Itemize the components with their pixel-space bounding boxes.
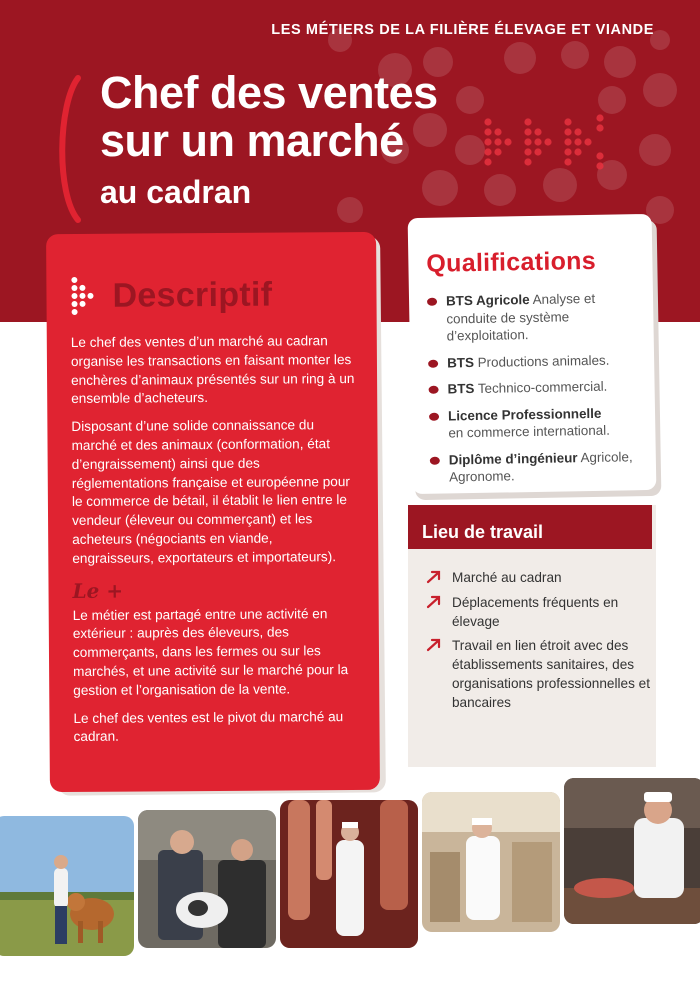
descriptif-title: Descriptif [112, 275, 273, 315]
lieu-list [426, 569, 652, 719]
series-label: LES MÉTIERS DE LA FILIÈRE ÉLEVAGE ET VIANDE [271, 22, 654, 38]
list-item [426, 637, 652, 712]
arrow-up-right-icon [426, 570, 442, 584]
lieu-de-travail-title: Lieu de travail [408, 505, 652, 549]
qualifications-card [408, 214, 657, 494]
lieu-item-text: Marché au cadran [452, 570, 562, 585]
qualification-name: BTS Agricole [445, 292, 530, 309]
bullet-dot-icon [429, 386, 439, 394]
le-plus-heading: Le + [72, 578, 124, 603]
lieu-de-travail-box [408, 505, 656, 767]
qualification-name: BTS [447, 381, 475, 397]
bullet-dot-icon [430, 456, 440, 464]
arrow-up-right-icon [426, 638, 442, 652]
descriptif-paragraph: Le métier est partagé entre une activité en extérieur : auprès des éleveurs, des commerçants, dans les fermes ou sur les marchés, et une activité sur le marché pour la gestion et l’organisation de la vente. [72, 605, 349, 698]
page-title-line1: Chef des ventes [100, 67, 438, 118]
list-item [426, 594, 652, 632]
arrow-dots-icon [70, 276, 100, 316]
bullet-dot-icon [427, 298, 437, 306]
qualification-detail: Technico-commercial. [474, 378, 608, 397]
photo-butcher-shop [564, 778, 700, 924]
qualification-name: Diplôme d’ingénieur [448, 449, 578, 467]
descriptif-paragraph: Le chef des ventes d’un marché au cadran organise les transactions en faisant monter les enchères d’animaux présentés sur un ring à un ensemble d’acheteurs. [70, 333, 355, 407]
descriptif-card [46, 232, 380, 792]
qualification-detail: Agricole, Agronome. [449, 448, 633, 485]
page-title-line3: au cadran [100, 174, 252, 210]
qualification-detail: en commerce international. [448, 422, 610, 441]
list-item [429, 404, 642, 443]
descriptif-header [70, 272, 354, 318]
photo-farmer-with-cow [0, 816, 134, 956]
photo-worker-warehouse [422, 792, 560, 932]
title-bracket [50, 74, 84, 224]
page-title-line2: sur un marché [100, 115, 404, 166]
qualifications-title: Qualifications [426, 246, 597, 278]
qualification-detail: Productions animales. [473, 352, 610, 370]
arrow-up-right-icon [426, 595, 442, 609]
list-item [428, 377, 640, 398]
list-item [426, 569, 652, 588]
bullet-dot-icon [428, 359, 438, 367]
photo-men-with-calf [138, 810, 276, 948]
descriptif-paragraph: Disposant d’une solide connaissance du marché et des animaux (conformation, état d’engraissement) ainsi que des réglementations française et européenne pour le commerce de bétail, il établit le lien entre le vendeur (éleveur ou commerçant) et les acheteurs (négociants en viande, engraisseurs, exportateurs et importateurs). [71, 417, 350, 566]
lieu-item-text: Travail en lien étroit avec des établissements sanitaires, des organisations professionnelles et bancaires [452, 638, 650, 710]
qualification-name: Licence Professionnelle [447, 405, 602, 423]
list-item [430, 448, 643, 487]
bullet-dot-icon [429, 412, 439, 420]
list-item [427, 289, 640, 345]
qualification-detail: Analyse et conduite de système d’exploitation. [446, 290, 596, 344]
qualification-name: BTS [447, 354, 475, 370]
photo-butcher-cold-room [280, 800, 418, 948]
descriptif-paragraph: Le chef des ventes est le pivot du marché au cadran. [73, 708, 344, 745]
lieu-item-text: Déplacements fréquents en élevage [452, 594, 619, 629]
list-item [428, 351, 640, 372]
qualifications-list [427, 289, 642, 486]
